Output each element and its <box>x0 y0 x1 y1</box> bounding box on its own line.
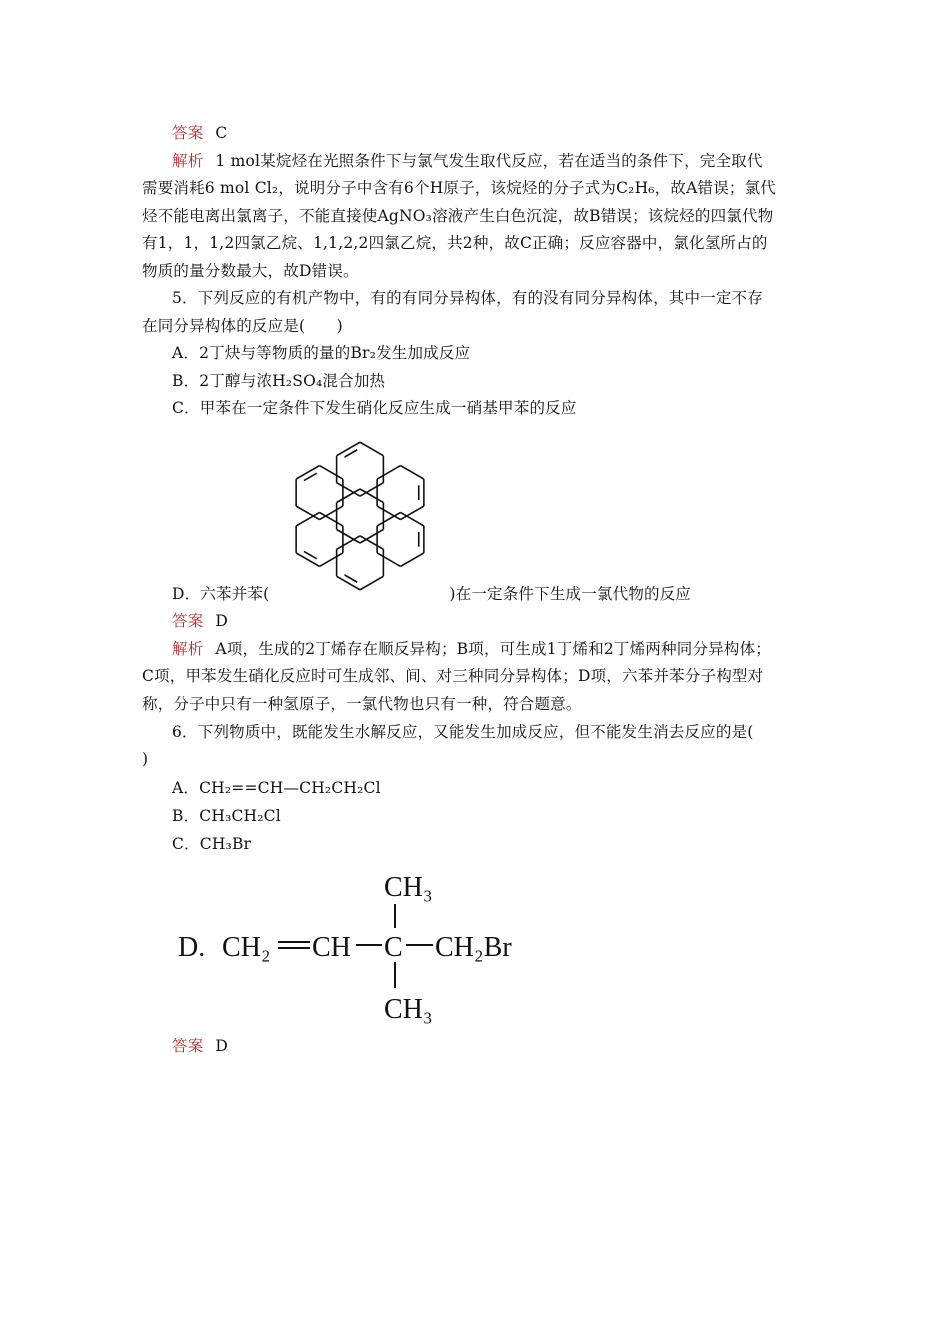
bond-line <box>377 512 400 526</box>
option-d-label: D. <box>178 932 206 963</box>
q6-stem-line-2: ) <box>142 750 149 768</box>
q4-analysis-line-3: 烃不能电离出氯离子，不能直接使AgNO₃溶液产生白色沉淀，故B错误；该烷烃的四氯代物 <box>142 207 774 225</box>
bond-line <box>320 512 343 526</box>
q6-option-d-structure <box>170 862 540 1032</box>
q5-analysis-line-1: 解析 A项，生成的2丁烯存在顺反异构；B项，可生成1丁烯和2丁烯两种同分异构体； <box>172 640 771 658</box>
bond-line <box>377 553 400 567</box>
q4-analysis-line-1: 解析 1 mol某烷烃在光照条件下与氯气发生取代反应，若在适当的条件下，完全取代 <box>172 152 763 170</box>
q5-stem-line-1: 5．下列反应的有机产物中，有的有同分异构体，有的没有同分异构体，其中一定不存 <box>172 289 763 307</box>
q6-option-b: B．CH₃CH₂Cl <box>172 807 281 825</box>
bond-line <box>401 466 424 480</box>
bond-line <box>360 483 383 497</box>
bond-line <box>320 553 343 567</box>
bond-line <box>337 442 360 456</box>
q5-option-d: D．六苯并苯( )在一定条件下生成一氯代物的反应 <box>172 585 692 603</box>
q5-option-b: B．2丁醇与浓H₂SO₄混合加热 <box>172 372 386 390</box>
analysis-label: 解析 <box>172 640 204 658</box>
ch2br-group: CH₂Br <box>435 932 512 963</box>
q6-option-c: C．CH₃Br <box>172 835 252 853</box>
answer-value: C <box>215 124 228 142</box>
q6-answer-line <box>172 1035 228 1057</box>
bond-line <box>296 466 319 480</box>
bond-line <box>296 512 319 526</box>
q5-stem-line-2: 在同分异构体的反应是( ) <box>142 317 343 335</box>
bond-line <box>296 553 319 567</box>
q5-analysis-line-2: C项，甲苯发生硝化反应时可生成邻、间、对三种同分异构体；D项，六苯并苯分子构型对 <box>142 667 764 685</box>
ch3-bottom: CH₃ <box>384 994 433 1025</box>
bond-line <box>401 553 424 567</box>
q5-answer-line <box>172 610 228 632</box>
answer-value: D <box>215 612 229 630</box>
ch-group: CH <box>312 932 351 963</box>
bond-line <box>337 489 360 503</box>
q4-analysis-line-4: 有1，1，1,2四氯乙烷、1,1,2,2四氯乙烷，共2种，故C正确；反应容器中，氯化氢所占的 <box>142 234 768 252</box>
bond-line <box>360 489 383 503</box>
q4-analysis-line-2: 需要消耗6 mol Cl₂，说明分子中含有6个H原子，该烷烃的分子式为C₂H₆，故A错误；氯代 <box>142 179 777 197</box>
q6-stem-line-1: 6．下列物质中，既能发生水解反应，又能发生加成反应，但不能发生消去反应的是( <box>172 723 754 741</box>
central-carbon: C <box>384 932 403 963</box>
bond-line <box>320 466 343 480</box>
q4-analysis-line-5: 物质的量分数最大，故D错误。 <box>142 262 359 280</box>
ch3-top: CH₃ <box>384 872 433 903</box>
answer-label: 答案 <box>172 1037 204 1055</box>
bond-line <box>337 483 360 497</box>
bond-line <box>360 536 383 550</box>
bond-line <box>360 530 383 544</box>
bond-line <box>296 506 319 520</box>
q5-option-a: A．2丁炔与等物质的量的Br₂发生加成反应 <box>172 344 471 362</box>
bond-line <box>337 530 360 544</box>
q5-analysis-line-3: 称，分子中只有一种氢原子，一氯代物也只有一种，符合题意。 <box>142 695 582 713</box>
answer-label: 答案 <box>172 612 204 630</box>
bond-line <box>377 466 400 480</box>
analysis-label: 解析 <box>172 152 204 170</box>
q5-option-c: C．甲苯在一定条件下发生硝化反应生成一硝基甲苯的反应 <box>172 399 577 417</box>
ch2-left: CH₂ <box>222 932 271 963</box>
q4-answer-line <box>172 122 227 144</box>
bond-line <box>320 506 343 520</box>
bond-line <box>360 442 383 456</box>
bond-line <box>401 512 424 526</box>
q6-option-a: A．CH₂==CH—CH₂CH₂Cl <box>172 779 381 797</box>
coronene-structure-diagram <box>270 430 450 600</box>
answer-label: 答案 <box>172 124 204 142</box>
bond-line <box>377 506 400 520</box>
bond-line <box>337 536 360 550</box>
bond-line <box>401 506 424 520</box>
answer-value: D <box>215 1037 229 1055</box>
